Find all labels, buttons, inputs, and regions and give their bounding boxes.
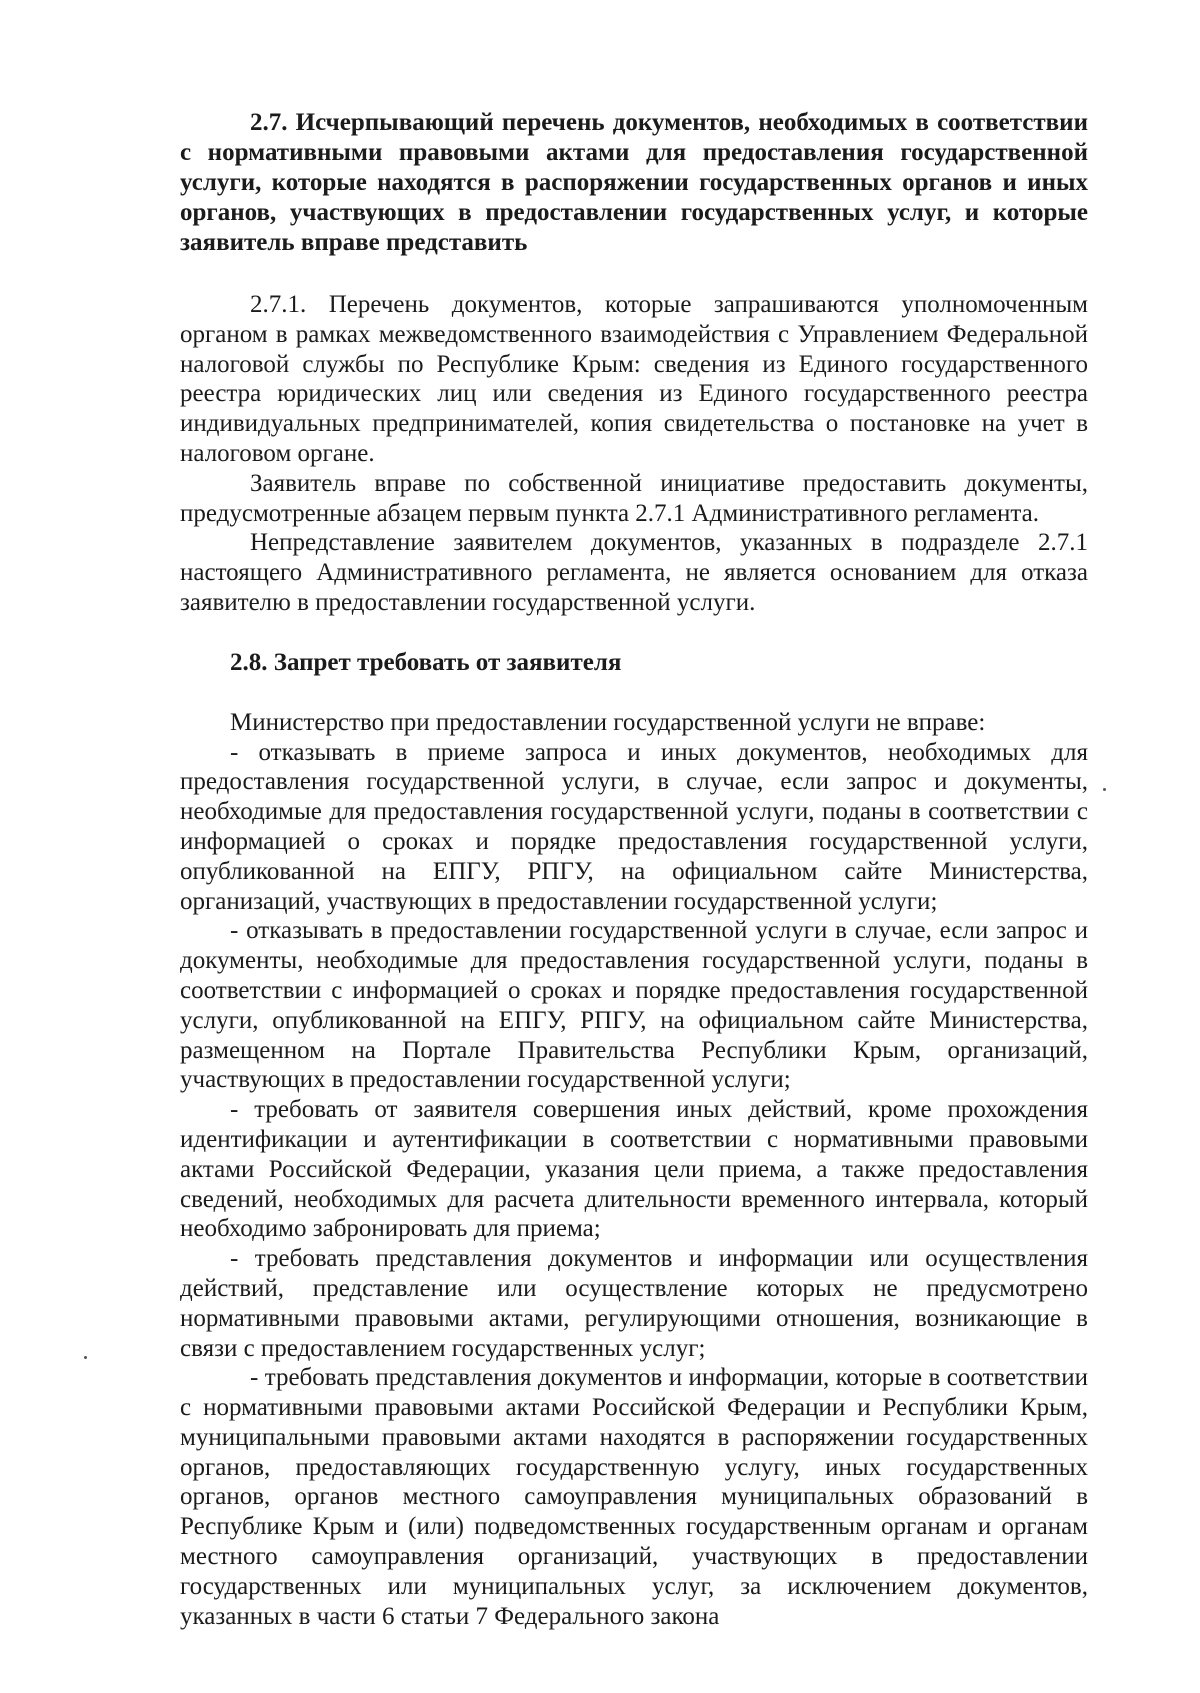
paragraph-applicant-right: Заявитель вправе по собственной инициативе предоставить документы, предусмотренные абзацем первым пункта 2.7.1 Административного регламента.	[180, 469, 1088, 527]
scan-speck	[1103, 788, 1106, 791]
scan-speck	[84, 1356, 87, 1359]
section-2-8-heading: 2.8. Запрет требовать от заявителя	[230, 648, 622, 676]
list-item-prohibition-3: - требовать от заявителя совершения иных действий, кроме прохождения идентификации и аутентификации в соответствии с нормативными правовыми актами Российской Федерации, указания цели приема, а также предоставления сведений, необходимых для расчета длительности временного интервала, который необходимо забронировать для приема;	[180, 1096, 1088, 1243]
paragraph-2-7-1: 2.7.1. Перечень документов, которые запрашиваются уполномоченным органом в рамках межведомственного взаимодействия с Управлением Федеральной налоговой службы по Республике Крым: сведения из Единого государственного реестра юридических лиц или сведения из Единого государственного реестра индивидуальных предпринимателей, копия свидетельства о постановке на учет в налоговом органе.	[180, 291, 1088, 467]
list-item-prohibition-5: - требовать представления документов и информации, которые в соответствии с нормативными правовыми актами Российской Федерации и Республики Крым, муниципальными правовыми актами находятся в распоряжении государственных органов, предоставляющих государственную услугу, иных государственных органов, органов местного самоуправления муниципальных образований в Республике Крым и (или) подведомственных государственным органам и органам местного самоуправления организаций, участвующих в предоставлении государственных или муниципальных услуг, за исключением документов, указанных в части 6 статьи 7 Федерального закона	[180, 1364, 1088, 1630]
spacer	[180, 618, 1088, 648]
section-2-7-heading: 2.7. Исчерпывающий перечень документов, необходимых в соответствии с нормативными правовыми актами для предоставления государственной услуги, которые находятся в распоряжении государственных органов и иных органов, участвующих в предоставлении государственных услуг, и которые заявитель вправе представить	[180, 109, 1088, 256]
list-item-prohibition-1: - отказывать в приеме запроса и иных документов, необходимых для предоставления государственной услуги, в случае, если запрос и документы, необходимые для предоставления государственной услуги, поданы в соответствии с информацией о сроках и порядке предоставления государственной услуги, опубликованной на ЕПГУ, РПГУ, на официальном сайте Министерства, организаций, участвующих в предоставлении государственной услуги;	[180, 738, 1088, 915]
spacer	[180, 258, 1088, 290]
list-item-prohibition-4: - требовать представления документов и информации или осуществления действий, представление или осуществление которых не предусмотрено нормативными правовыми актами, регулирующими отношения, возникающие в связи с предоставлением государственных услуг;	[180, 1245, 1088, 1362]
paragraph-non-submission: Непредставление заявителем документов, указанных в подразделе 2.7.1 настоящего Административного регламента, не является основанием для отказа заявителю в предоставлении государственной услуги.	[180, 529, 1088, 616]
paragraph-ministry-intro: Министерство при предоставлении государственной услуги не вправе:	[230, 708, 986, 736]
document-body	[180, 108, 1088, 1631]
list-item-prohibition-2: - отказывать в предоставлении государственной услуги в случае, если запрос и документы, необходимые для предоставления государственной услуги, поданы в соответствии с информацией о сроках и порядке предоставления государственной услуги, опубликованной на ЕПГУ, РПГУ, на официальном сайте Министерства, размещенном на Портале Правительства Республики Крым, организаций, участвующих в предоставлении государственной услуги;	[180, 917, 1088, 1094]
spacer	[180, 678, 1088, 708]
